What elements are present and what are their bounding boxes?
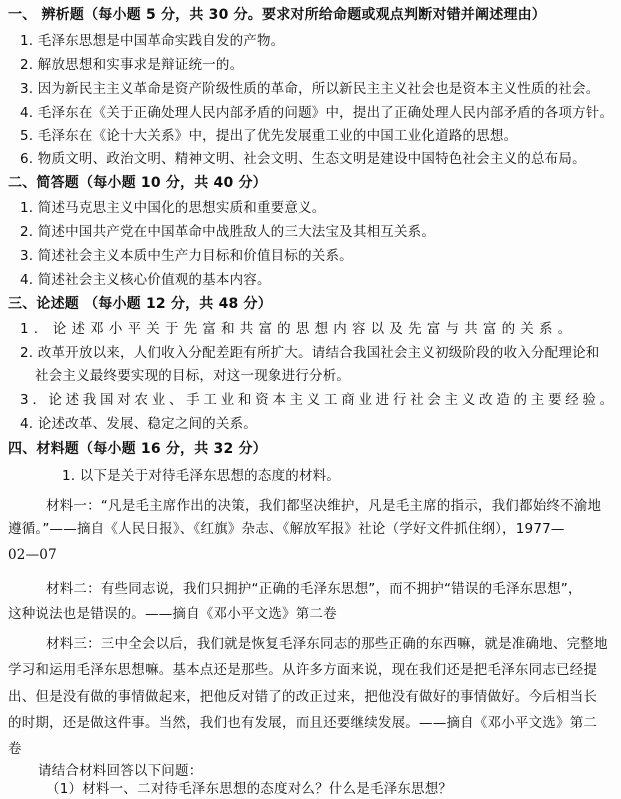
section2-item-1: 1. 简述马克思主义中国化的思想实质和重要意义。 — [20, 200, 326, 216]
question-prompt: 请结合材料回答以下问题： — [38, 763, 203, 779]
section1-item-5: 5. 毛泽东在《论十大关系》中，提出了优先发展重工业的中国工业化道路的思想。 — [20, 128, 518, 144]
material-1-line-1: 材料一：“凡是毛主席作出的决策，我们都坚决维护，凡是毛主席的指示，我们都始终不渝地 — [46, 498, 602, 514]
section1-item-6: 6. 物质文明、政治文明、精神文明、社会文明、生态文明是建设中国特色社会主义的总布局。 — [20, 151, 586, 167]
material-3-line-2: 学习和运用毛泽东思想嘛。基本点还是那些。从许多方面来说，现在我们还是把毛泽东同志已经提 — [8, 662, 598, 678]
section2-item-4: 4. 简述社会主义核心价值观的基本内容。 — [20, 272, 271, 288]
material-3-line-3: 出、但是没有做的事情做起来，把他反对错了的改正过来，把他没有做好的事情做好。今后相当长 — [8, 689, 598, 705]
section1-item-1: 1. 毛泽东思想是中国革命实践自发的产物。 — [20, 33, 285, 49]
section4-intro: 1. 以下是关于对待毛泽东思想的态度的材料。 — [62, 468, 341, 484]
section3-title: 三、论述题 （每小题 12 分，共 48 分） — [8, 296, 272, 312]
question-1: （1）材料一、二对待毛泽东思想的态度对么？什么是毛泽东思想？ — [46, 781, 453, 797]
section3-item-4: 4. 论述改革、发展、稳定之间的关系。 — [20, 416, 257, 432]
section1-item-4: 4. 毛泽东在《关于正确处理人民内部矛盾的问题》中，提出了正确处理人民内部矛盾的各项方针。 — [20, 105, 614, 121]
section4-title: 四、材料题（每小题 16 分，共 32 分） — [8, 441, 267, 457]
section1-item-3: 3. 因为新民主主义革命是资产阶级性质的革命，所以新民主主义社会也是资本主义性质的社会。 — [20, 81, 600, 97]
section3-item-2-line-2: 社会主义最终要实现的目标，对这一现象进行分析。 — [35, 368, 351, 384]
section2-title: 二、简答题（每小题 10 分，共 40 分） — [8, 175, 267, 191]
section2-item-2: 2. 简述中国共产党在中国革命中战胜敌人的三大法宝及其相互关系。 — [20, 224, 436, 240]
material-3-line-1: 材料三：三中全会以后，我们就是恢复毛泽东同志的那些正确的东西嘛，就是准确地、完整地 — [46, 636, 608, 652]
section3-item-3: 3. 论述我国对农业、手工业和资本主义工商业进行社会主义改造的主要经验。 — [20, 392, 617, 408]
material-3-line-5: 卷 — [8, 741, 22, 757]
material-2-line-2: 这种说法也是错误的。——摘自《邓小平文选》第二卷 — [8, 606, 337, 622]
section1-title: 一、 辨析题（每小题 5 分，共 30 分。要求对所给命题或观点判断对错并阐述理由） — [8, 7, 546, 23]
section3-item-1: 1. 论述邓小平关于先富和共富的思想内容以及先富与共富的关系。 — [20, 321, 577, 337]
material-1-line-3: 02—07 — [8, 547, 57, 563]
section1-item-2: 2. 解放思想和实事求是辩证统一的。 — [20, 57, 244, 73]
material-1-line-2: 遵循。”——摘自《人民日报》、《红旗》杂志、《解放军报》社论（学好文件抓住纲），1977— — [8, 521, 565, 537]
section3-item-2-line-1: 2. 改革开放以来，人们收入分配差距有所扩大。请结合我国社会主义初级阶段的收入分配理论和 — [20, 345, 600, 361]
section2-item-3: 3. 简述社会主义本质中生产力目标和价值目标的关系。 — [20, 248, 353, 264]
material-3-line-4: 的时期，还是做这件事。当然，我们也有发展，而且还要继续发展。——摘自《邓小平文选》第二 — [8, 715, 598, 731]
material-2-line-1: 材料二：有些同志说，我们只拥护“正确的毛泽东思想”，而不拥护“错误的毛泽东思想”， — [46, 581, 582, 597]
